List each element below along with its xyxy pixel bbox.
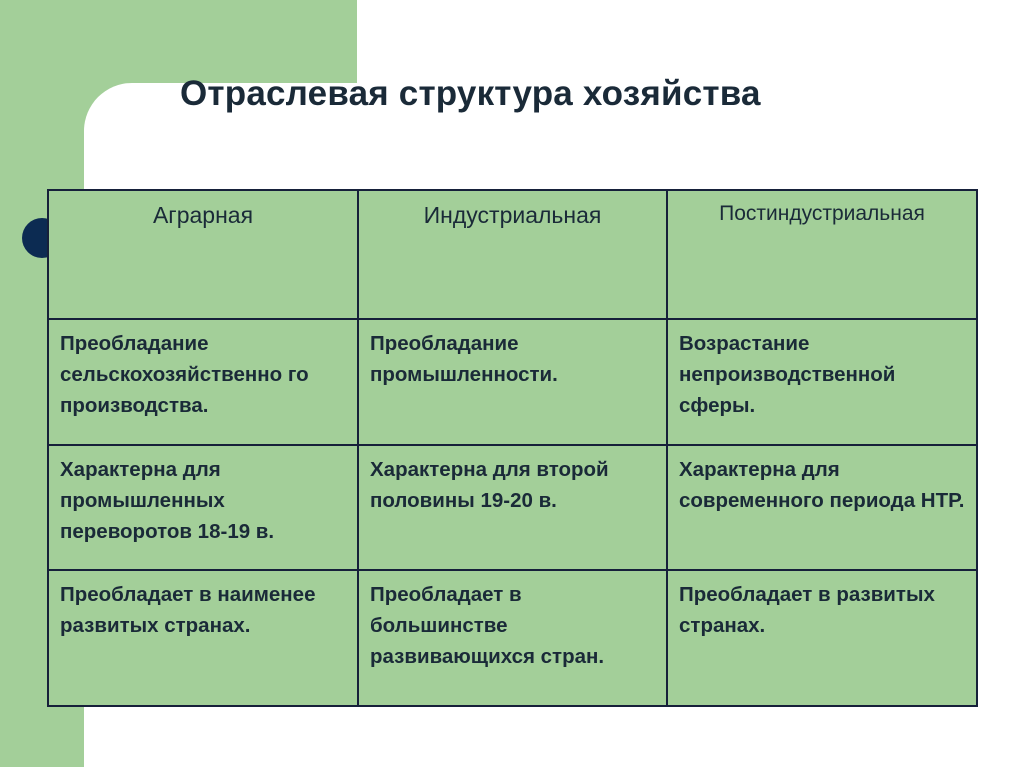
slide-title: Отраслевая структура хозяйства — [180, 74, 761, 113]
table-cell: Преобладает в наименее развитых странах. — [48, 570, 358, 706]
economy-structure-table — [47, 189, 978, 707]
header-industrial: Индустриальная — [358, 190, 667, 319]
table-cell: Характерна для промышленных переворотов 18-19 в. — [48, 445, 358, 570]
table-cell: Преобладает в большинстве развивающихся стран. — [358, 570, 667, 706]
table-row — [48, 570, 977, 706]
header-agrarian: Аграрная — [48, 190, 358, 319]
table-cell: Преобладает в развитых странах. — [667, 570, 977, 706]
table-cell: Характерна для второй половины 19-20 в. — [358, 445, 667, 570]
table-cell: Возрастание непроизводственной сферы. — [667, 319, 977, 445]
table-cell: Преобладание промышленности. — [358, 319, 667, 445]
table-header-row — [48, 190, 977, 319]
table-cell: Преобладание сельскохозяйственно го производства. — [48, 319, 358, 445]
table-row — [48, 445, 977, 570]
table-row — [48, 319, 977, 445]
header-postindustrial: Постиндустриальная — [667, 190, 977, 319]
table-cell: Характерна для современного периода НТР. — [667, 445, 977, 570]
